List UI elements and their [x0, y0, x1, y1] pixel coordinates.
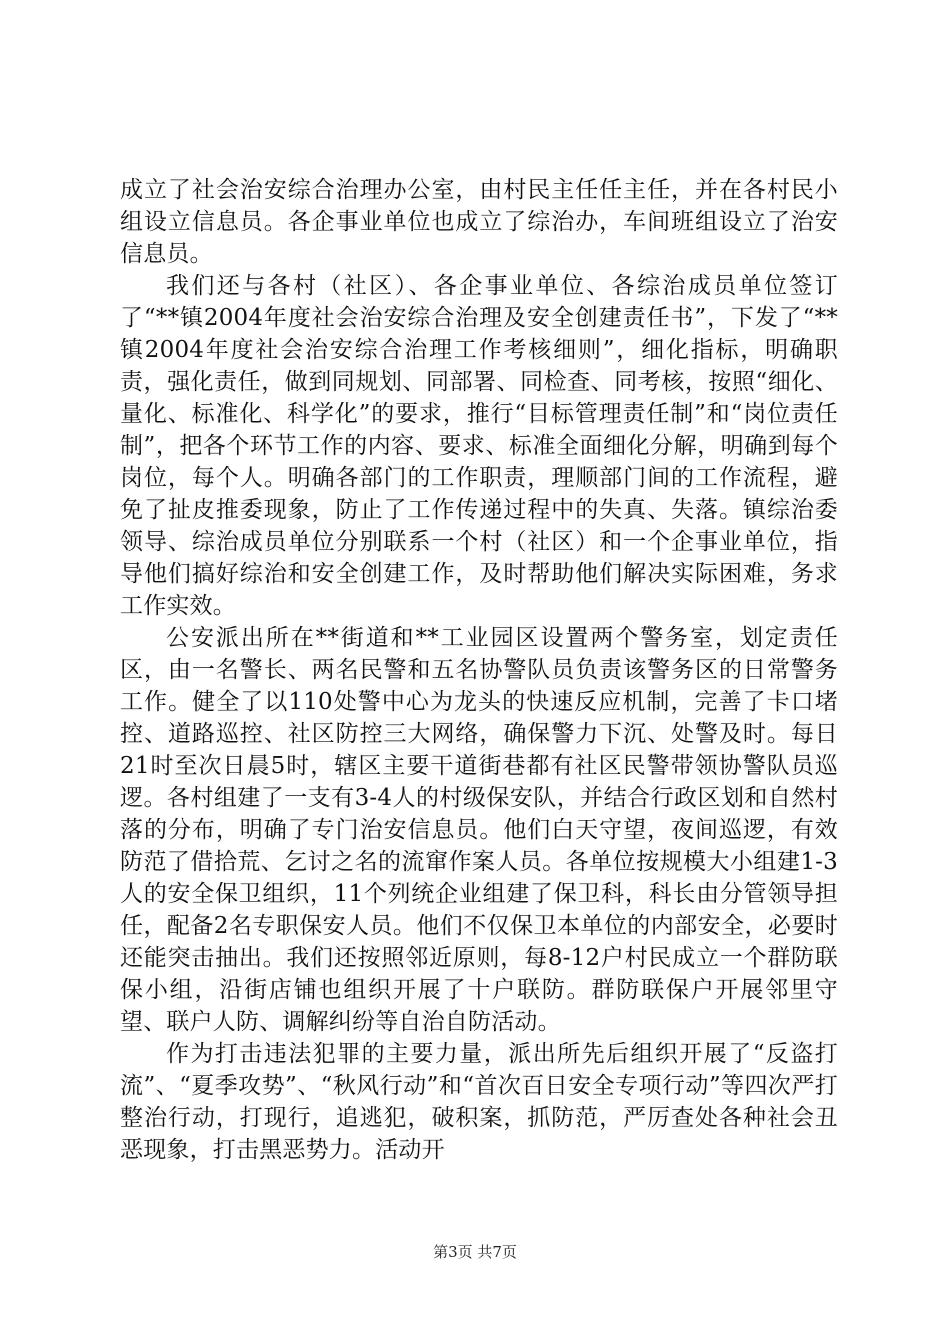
page-footer: 第3页 共7页: [433, 1243, 517, 1261]
paragraph-1: 成立了社会治安综合治理办公室，由村民主任任主任，并在各村民小组设立信息员。各企事业单位也成立了综治办，车间班组设立了治安信息员。: [120, 177, 838, 267]
paragraph-4: 作为打击违法犯罪的主要力量，派出所先后组织开展了“反盗打流”、“夏季攻势”、“秋风行动”和“首次百日安全专项行动”等四次严打整治行动，打现行，追逃犯，破积案，抓防范，严厉查处各种社会丑恶现象，打击黑恶势力。活动开: [120, 1041, 838, 1163]
paragraph-2: 我们还与各村（社区）、各企事业单位、各综治成员单位签订了“**镇2004年度社会治安综合治理及安全创建责任书”，下发了“**镇2004年度社会治安综合治理工作考核细则”，细化指标，明确职责，强化责任，做到同规划、同部署、同检查、同考核，按照“细化、量化、标准化、科学化”的要求，推行“目标管理责任制”和“岗位责任制”，把各个环节工作的内容、要求、标准全面细化分解，明确到每个岗位，每个人。明确各部门的工作职责，理顺部门间的工作流程，避免了扯皮推委现象，防止了工作传递过程中的失真、失落。镇综治委领导、综治成员单位分别联系一个村（社区）和一个企事业单位，指导他们搞好综治和安全创建工作，及时帮助他们解决实际困难，务求工作实效。: [120, 273, 838, 619]
document-body: [120, 174, 838, 1166]
paragraph-3: 公安派出所在**街道和**工业园区设置两个警务室，划定责任区，由一名警长、两名民警和五名协警队员负责该警务区的日常警务工作。健全了以110处警中心为龙头的快速反应机制，完善了卡口堵控、道路巡控、社区防控三大网络，确保警力下沉、处警及时。每日21时至次日晨5时，辖区主要干道街巷都有社区民警带领协警队员巡逻。各村组建了一支有3-4人的村级保安队，并结合行政区划和自然村落的分布，明确了专门治安信息员。他们白天守望，夜间巡逻，有效防范了借拾荒、乞讨之名的流窜作案人员。各单位按规模大小组建1-3人的安全保卫组织，11个列统企业组建了保卫科，科长由分管领导担任，配备2名专职保安人员。他们不仅保卫本单位的内部安全，必要时还能突击抽出。我们还按照邻近原则，每8-12户村民成立一个群防联保小组，沿街店铺也组织开展了十户联防。群防联保户开展邻里守望、联户人防、调解纠纷等自治自防活动。: [120, 625, 838, 1035]
